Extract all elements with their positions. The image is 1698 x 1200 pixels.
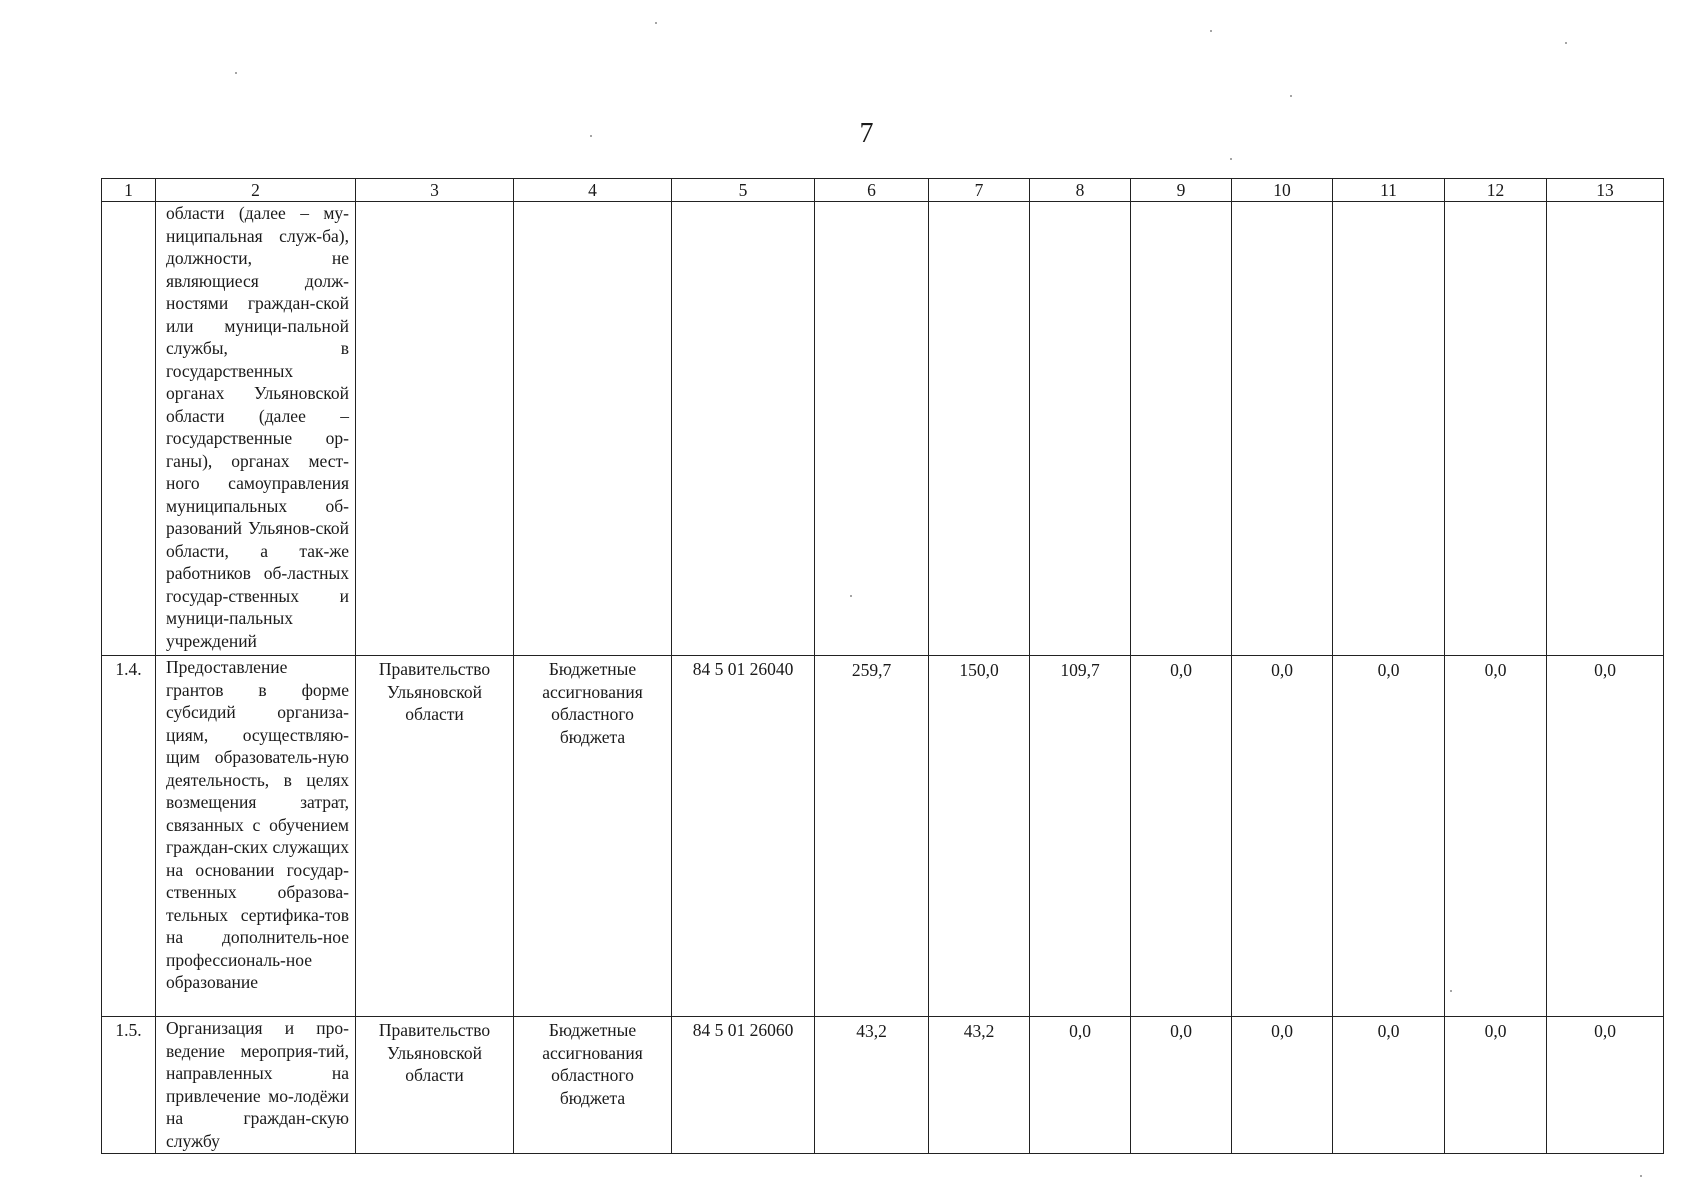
- column-header: 2: [156, 179, 356, 202]
- column-number-row: [102, 179, 1664, 202]
- budget-table: [101, 178, 1664, 1154]
- scan-speck: [1640, 1175, 1642, 1177]
- value-cell: 0,0: [1030, 1017, 1131, 1154]
- column-header: 11: [1333, 179, 1445, 202]
- value-cell: [1232, 202, 1333, 656]
- column-header: 4: [514, 179, 672, 202]
- column-header: 6: [815, 179, 929, 202]
- budget-code-cell: 84 5 01 26040: [672, 656, 815, 1017]
- value-cell: [815, 202, 929, 656]
- scan-speck: [1230, 158, 1232, 160]
- funding-source-cell: Бюджетные ассигнования областного бюджета: [514, 1017, 672, 1154]
- value-cell: 0,0: [1333, 656, 1445, 1017]
- value-cell: 0,0: [1131, 1017, 1232, 1154]
- value-cell: 0,0: [1445, 656, 1547, 1017]
- table-row: [102, 1017, 1664, 1154]
- budget-code-cell: 84 5 01 26060: [672, 1017, 815, 1154]
- value-cell: 0,0: [1547, 656, 1664, 1017]
- value-cell: 43,2: [815, 1017, 929, 1154]
- table-row: [102, 202, 1664, 656]
- value-cell: 0,0: [1445, 1017, 1547, 1154]
- budget-code-cell: [672, 202, 815, 656]
- column-header: 7: [929, 179, 1030, 202]
- column-header: 12: [1445, 179, 1547, 202]
- value-cell: 150,0: [929, 656, 1030, 1017]
- value-cell: [1131, 202, 1232, 656]
- column-header: 3: [356, 179, 514, 202]
- column-header: 8: [1030, 179, 1131, 202]
- value-cell: 0,0: [1333, 1017, 1445, 1154]
- scan-speck: [1210, 30, 1212, 32]
- activity-description: Организация и про-ведение мероприя-тий, направленных на привлечение мо-лодёжи на граждан-скую службу: [156, 1017, 356, 1154]
- value-cell: 0,0: [1131, 656, 1232, 1017]
- table-row: [102, 656, 1664, 1017]
- executor-cell: Правительство Ульяновской области: [356, 656, 514, 1017]
- scan-speck: [235, 72, 237, 74]
- row-number: 1.5.: [102, 1017, 156, 1154]
- funding-source-cell: [514, 202, 672, 656]
- scan-speck: [590, 135, 592, 137]
- column-header: 10: [1232, 179, 1333, 202]
- column-header: 13: [1547, 179, 1664, 202]
- value-cell: 43,2: [929, 1017, 1030, 1154]
- column-header: 5: [672, 179, 815, 202]
- column-header: 9: [1131, 179, 1232, 202]
- value-cell: [1445, 202, 1547, 656]
- value-cell: 259,7: [815, 656, 929, 1017]
- page-number: 7: [859, 118, 874, 149]
- scan-speck: [655, 22, 657, 24]
- scan-speck: [850, 595, 852, 597]
- scan-speck: [1565, 42, 1567, 44]
- value-cell: [1030, 202, 1131, 656]
- funding-source-cell: Бюджетные ассигнования областного бюджета: [514, 656, 672, 1017]
- scan-speck: [1290, 95, 1292, 97]
- scan-speck: [1450, 990, 1452, 992]
- value-cell: 0,0: [1232, 1017, 1333, 1154]
- value-cell: [929, 202, 1030, 656]
- activity-description: Предоставление грантов в форме субсидий организа-циям, осуществляю-щим образователь-ную деятельность, в целях возмещения затрат, связанных с обучением граждан-ских служащих на основании государ-ственных образова-тельных сертифика-тов на дополнитель-ное профессиональ-ное образование: [156, 656, 356, 1017]
- value-cell: [1547, 202, 1664, 656]
- column-header: 1: [102, 179, 156, 202]
- value-cell: 0,0: [1232, 656, 1333, 1017]
- value-cell: 0,0: [1547, 1017, 1664, 1154]
- row-number: [102, 202, 156, 656]
- executor-cell: Правительство Ульяновской области: [356, 1017, 514, 1154]
- value-cell: [1333, 202, 1445, 656]
- value-cell: 109,7: [1030, 656, 1131, 1017]
- executor-cell: [356, 202, 514, 656]
- row-number: 1.4.: [102, 656, 156, 1017]
- activity-description: области (далее – му-ниципальная служ-ба), должности, не являющиеся долж-ностями граждан-ской или муници-пальной службы, в государственных органах Ульяновской области (далее – государственные ор-ганы), органах мест-ного самоуправления муниципальных об-разований Ульянов-ской области, а так-же работников об-ластных государ-ственных и муници-пальных учреждений: [156, 202, 356, 656]
